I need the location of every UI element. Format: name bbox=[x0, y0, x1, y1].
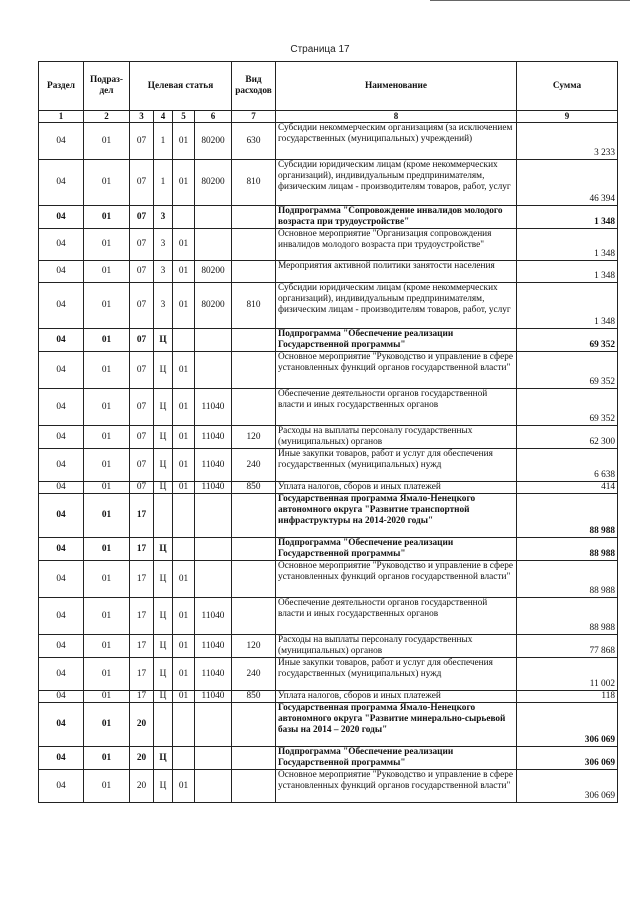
header-sum: Сумма bbox=[517, 62, 618, 111]
cell-vid: 120 bbox=[232, 635, 276, 658]
scan-edge-line bbox=[430, 0, 630, 4]
cell-target-program: 17 bbox=[130, 658, 154, 691]
table-row bbox=[39, 329, 618, 352]
cell-vid bbox=[232, 494, 276, 538]
cell-target-subprogram: Ц bbox=[154, 747, 173, 770]
cell-target-program: 07 bbox=[130, 160, 154, 206]
cell-target-subprogram bbox=[154, 494, 173, 538]
cell-razdel: 04 bbox=[39, 389, 84, 426]
cell-target-code: 11040 bbox=[195, 658, 232, 691]
cell-name: Подпрограмма "Обеспечение реализации Государственной программы" bbox=[276, 747, 517, 770]
cell-target-subprogram: Ц bbox=[154, 352, 173, 389]
cell-name: Расходы на выплаты персоналу государственных (муниципальных) органов bbox=[276, 635, 517, 658]
cell-target-code: 80200 bbox=[195, 160, 232, 206]
cell-vid bbox=[232, 703, 276, 747]
cell-name: Подпрограмма "Сопровождение инвалидов молодого возраста при трудоустройстве" bbox=[276, 206, 517, 229]
cell-vid bbox=[232, 206, 276, 229]
cell-target-code: 11040 bbox=[195, 426, 232, 449]
col-number: 7 bbox=[232, 111, 276, 123]
cell-vid: 810 bbox=[232, 283, 276, 329]
cell-target-program: 17 bbox=[130, 538, 154, 561]
cell-razdel: 04 bbox=[39, 283, 84, 329]
cell-target-event bbox=[173, 747, 195, 770]
cell-name: Государственная программа Ямало-Ненецкого автономного округа "Развитие транспортной инфраструктуры на 2014-2020 годы" bbox=[276, 494, 517, 538]
cell-target-subprogram: Ц bbox=[154, 770, 173, 803]
table-row bbox=[39, 635, 618, 658]
cell-razdel: 04 bbox=[39, 160, 84, 206]
cell-razdel: 04 bbox=[39, 426, 84, 449]
cell-target-subprogram: 1 bbox=[154, 123, 173, 160]
cell-target-code bbox=[195, 561, 232, 598]
table-row bbox=[39, 482, 618, 494]
table-row bbox=[39, 561, 618, 598]
cell-podrazdel: 01 bbox=[84, 160, 130, 206]
cell-target-event: 01 bbox=[173, 770, 195, 803]
cell-target-program: 20 bbox=[130, 747, 154, 770]
table-row bbox=[39, 206, 618, 229]
cell-target-event: 01 bbox=[173, 389, 195, 426]
cell-vid bbox=[232, 538, 276, 561]
cell-target-code bbox=[195, 494, 232, 538]
cell-podrazdel: 01 bbox=[84, 123, 130, 160]
table-row bbox=[39, 123, 618, 160]
table-row bbox=[39, 449, 618, 482]
cell-podrazdel: 01 bbox=[84, 426, 130, 449]
cell-sum: 1 348 bbox=[517, 206, 618, 229]
cell-sum: 306 069 bbox=[517, 747, 618, 770]
cell-target-program: 07 bbox=[130, 206, 154, 229]
table-body bbox=[39, 123, 618, 803]
cell-target-code: 11040 bbox=[195, 635, 232, 658]
cell-vid: 120 bbox=[232, 426, 276, 449]
cell-name: Иные закупки товаров, работ и услуг для обеспечения государственных (муниципальных) нужд bbox=[276, 449, 517, 482]
cell-vid bbox=[232, 389, 276, 426]
cell-target-code bbox=[195, 703, 232, 747]
cell-razdel: 04 bbox=[39, 635, 84, 658]
cell-target-subprogram: Ц bbox=[154, 538, 173, 561]
cell-sum: 62 300 bbox=[517, 426, 618, 449]
cell-target-code: 11040 bbox=[195, 598, 232, 635]
cell-target-program: 07 bbox=[130, 389, 154, 426]
cell-name: Основное мероприятие "Организация сопровождения инвалидов молодого возраста при трудоустройстве" bbox=[276, 229, 517, 261]
cell-target-code bbox=[195, 206, 232, 229]
cell-target-program: 17 bbox=[130, 635, 154, 658]
cell-vid: 240 bbox=[232, 449, 276, 482]
cell-target-subprogram: 3 bbox=[154, 229, 173, 261]
header-razdel: Раздел bbox=[39, 62, 84, 111]
table-row bbox=[39, 538, 618, 561]
cell-target-code: 80200 bbox=[195, 123, 232, 160]
cell-razdel: 04 bbox=[39, 691, 84, 703]
cell-podrazdel: 01 bbox=[84, 658, 130, 691]
cell-sum: 1 348 bbox=[517, 229, 618, 261]
cell-target-event: 01 bbox=[173, 449, 195, 482]
cell-vid bbox=[232, 561, 276, 598]
cell-name: Расходы на выплаты персоналу государственных (муниципальных) органов bbox=[276, 426, 517, 449]
cell-name: Основное мероприятие "Руководство и управление в сфере установленных функций органов государственной власти" bbox=[276, 352, 517, 389]
cell-razdel: 04 bbox=[39, 206, 84, 229]
cell-target-event: 01 bbox=[173, 561, 195, 598]
cell-target-event: 01 bbox=[173, 261, 195, 283]
cell-razdel: 04 bbox=[39, 538, 84, 561]
table-row bbox=[39, 261, 618, 283]
table-row bbox=[39, 283, 618, 329]
cell-sum: 88 988 bbox=[517, 538, 618, 561]
cell-sum: 69 352 bbox=[517, 352, 618, 389]
cell-podrazdel: 01 bbox=[84, 206, 130, 229]
cell-target-code bbox=[195, 770, 232, 803]
cell-target-program: 07 bbox=[130, 123, 154, 160]
table-row bbox=[39, 426, 618, 449]
cell-vid bbox=[232, 747, 276, 770]
cell-target-code: 11040 bbox=[195, 482, 232, 494]
cell-target-event: 01 bbox=[173, 229, 195, 261]
cell-target-subprogram bbox=[154, 703, 173, 747]
cell-podrazdel: 01 bbox=[84, 635, 130, 658]
cell-name: Основное мероприятие "Руководство и управление в сфере установленных функций органов государственной власти" bbox=[276, 770, 517, 803]
table-row bbox=[39, 494, 618, 538]
cell-sum: 77 868 bbox=[517, 635, 618, 658]
cell-target-program: 07 bbox=[130, 261, 154, 283]
column-number-row bbox=[39, 111, 618, 123]
cell-name: Иные закупки товаров, работ и услуг для обеспечения государственных (муниципальных) нужд bbox=[276, 658, 517, 691]
cell-target-subprogram: Ц bbox=[154, 658, 173, 691]
cell-target-event: 01 bbox=[173, 426, 195, 449]
header-name: Наименование bbox=[276, 62, 517, 111]
cell-target-program: 07 bbox=[130, 449, 154, 482]
cell-sum: 306 069 bbox=[517, 703, 618, 747]
cell-name: Обеспечение деятельности органов государственной власти и иных государственных органов bbox=[276, 389, 517, 426]
cell-target-event: 01 bbox=[173, 658, 195, 691]
cell-sum: 414 bbox=[517, 482, 618, 494]
cell-name: Подпрограмма "Обеспечение реализации Государственной программы" bbox=[276, 538, 517, 561]
cell-vid bbox=[232, 229, 276, 261]
cell-target-program: 07 bbox=[130, 329, 154, 352]
cell-name: Мероприятия активной политики занятости населения bbox=[276, 261, 517, 283]
cell-target-event: 01 bbox=[173, 160, 195, 206]
cell-target-event bbox=[173, 494, 195, 538]
cell-vid bbox=[232, 261, 276, 283]
cell-target-event bbox=[173, 329, 195, 352]
cell-name: Обеспечение деятельности органов государственной власти и иных государственных органов bbox=[276, 598, 517, 635]
table-row bbox=[39, 352, 618, 389]
cell-target-program: 20 bbox=[130, 770, 154, 803]
cell-sum: 1 348 bbox=[517, 261, 618, 283]
cell-vid bbox=[232, 770, 276, 803]
cell-vid bbox=[232, 352, 276, 389]
cell-target-event bbox=[173, 538, 195, 561]
table-row bbox=[39, 703, 618, 747]
cell-podrazdel: 01 bbox=[84, 598, 130, 635]
cell-sum: 3 233 bbox=[517, 123, 618, 160]
cell-sum: 88 988 bbox=[517, 598, 618, 635]
header-target: Целевая статья bbox=[130, 62, 232, 111]
cell-name: Уплата налогов, сборов и иных платежей bbox=[276, 691, 517, 703]
cell-target-code bbox=[195, 538, 232, 561]
cell-razdel: 04 bbox=[39, 747, 84, 770]
cell-name: Подпрограмма "Обеспечение реализации Государственной программы" bbox=[276, 329, 517, 352]
cell-podrazdel: 01 bbox=[84, 352, 130, 389]
col-number: 8 bbox=[276, 111, 517, 123]
cell-target-event: 01 bbox=[173, 482, 195, 494]
table-row bbox=[39, 598, 618, 635]
table-row bbox=[39, 229, 618, 261]
cell-vid: 850 bbox=[232, 691, 276, 703]
cell-podrazdel: 01 bbox=[84, 449, 130, 482]
cell-sum: 6 638 bbox=[517, 449, 618, 482]
cell-target-subprogram: Ц bbox=[154, 482, 173, 494]
cell-target-code: 11040 bbox=[195, 389, 232, 426]
cell-target-code bbox=[195, 747, 232, 770]
cell-target-code: 80200 bbox=[195, 261, 232, 283]
cell-target-subprogram: 1 bbox=[154, 160, 173, 206]
cell-target-program: 07 bbox=[130, 283, 154, 329]
table-row bbox=[39, 389, 618, 426]
cell-target-program: 07 bbox=[130, 426, 154, 449]
cell-razdel: 04 bbox=[39, 770, 84, 803]
table-row bbox=[39, 691, 618, 703]
cell-target-program: 07 bbox=[130, 229, 154, 261]
cell-razdel: 04 bbox=[39, 703, 84, 747]
cell-razdel: 04 bbox=[39, 352, 84, 389]
header-podrazdel: Подраз-дел bbox=[84, 62, 130, 111]
cell-razdel: 04 bbox=[39, 329, 84, 352]
cell-podrazdel: 01 bbox=[84, 494, 130, 538]
cell-target-program: 07 bbox=[130, 352, 154, 389]
cell-target-program: 17 bbox=[130, 598, 154, 635]
cell-target-event: 01 bbox=[173, 283, 195, 329]
cell-podrazdel: 01 bbox=[84, 482, 130, 494]
cell-vid: 850 bbox=[232, 482, 276, 494]
cell-target-code: 11040 bbox=[195, 449, 232, 482]
col-number: 2 bbox=[84, 111, 130, 123]
cell-target-program: 20 bbox=[130, 703, 154, 747]
cell-target-event: 01 bbox=[173, 352, 195, 389]
cell-name: Государственная программа Ямало-Ненецкого автономного округа "Развитие минерально-сырьевой базы на 2014 – 2020 годы" bbox=[276, 703, 517, 747]
cell-target-subprogram: 3 bbox=[154, 283, 173, 329]
cell-podrazdel: 01 bbox=[84, 561, 130, 598]
page-number-label: Страница 17 bbox=[290, 44, 350, 55]
cell-target-subprogram: Ц bbox=[154, 329, 173, 352]
cell-razdel: 04 bbox=[39, 561, 84, 598]
cell-vid bbox=[232, 598, 276, 635]
cell-podrazdel: 01 bbox=[84, 389, 130, 426]
cell-razdel: 04 bbox=[39, 494, 84, 538]
cell-target-program: 17 bbox=[130, 561, 154, 598]
cell-sum: 46 394 bbox=[517, 160, 618, 206]
cell-sum: 88 988 bbox=[517, 561, 618, 598]
cell-razdel: 04 bbox=[39, 449, 84, 482]
cell-target-subprogram: Ц bbox=[154, 691, 173, 703]
cell-podrazdel: 01 bbox=[84, 770, 130, 803]
cell-podrazdel: 01 bbox=[84, 703, 130, 747]
cell-target-event: 01 bbox=[173, 123, 195, 160]
cell-target-event: 01 bbox=[173, 598, 195, 635]
cell-sum: 306 069 bbox=[517, 770, 618, 803]
cell-podrazdel: 01 bbox=[84, 261, 130, 283]
header-row bbox=[39, 62, 618, 111]
cell-target-subprogram: 3 bbox=[154, 206, 173, 229]
budget-table bbox=[38, 61, 618, 803]
cell-sum: 118 bbox=[517, 691, 618, 703]
cell-razdel: 04 bbox=[39, 658, 84, 691]
table-row bbox=[39, 770, 618, 803]
cell-target-code bbox=[195, 352, 232, 389]
cell-razdel: 04 bbox=[39, 598, 84, 635]
cell-target-code bbox=[195, 229, 232, 261]
cell-razdel: 04 bbox=[39, 229, 84, 261]
cell-sum: 11 002 bbox=[517, 658, 618, 691]
cell-vid bbox=[232, 329, 276, 352]
cell-target-event: 01 bbox=[173, 691, 195, 703]
cell-target-subprogram: Ц bbox=[154, 635, 173, 658]
header-vid: Вид расходов bbox=[232, 62, 276, 111]
cell-vid: 240 bbox=[232, 658, 276, 691]
col-number: 6 bbox=[195, 111, 232, 123]
cell-sum: 1 348 bbox=[517, 283, 618, 329]
cell-vid: 810 bbox=[232, 160, 276, 206]
cell-razdel: 04 bbox=[39, 482, 84, 494]
cell-target-code: 80200 bbox=[195, 283, 232, 329]
cell-name: Субсидии юридическим лицам (кроме некоммерческих организаций), индивидуальным предпринимателям, физическим лицам - производителям товаров, работ, услуг bbox=[276, 160, 517, 206]
cell-target-code bbox=[195, 329, 232, 352]
cell-target-subprogram: Ц bbox=[154, 598, 173, 635]
cell-target-program: 17 bbox=[130, 691, 154, 703]
cell-vid: 630 bbox=[232, 123, 276, 160]
cell-target-subprogram: Ц bbox=[154, 389, 173, 426]
cell-name: Уплата налогов, сборов и иных платежей bbox=[276, 482, 517, 494]
cell-podrazdel: 01 bbox=[84, 329, 130, 352]
cell-target-event bbox=[173, 703, 195, 747]
cell-name: Субсидии некоммерческим организациям (за исключением государственных (муниципальных) учреждений) bbox=[276, 123, 517, 160]
col-number: 9 bbox=[517, 111, 618, 123]
cell-name: Субсидии юридическим лицам (кроме некоммерческих организаций), индивидуальным предпринимателям, физическим лицам - производителям товаров, работ, услуг bbox=[276, 283, 517, 329]
cell-podrazdel: 01 bbox=[84, 691, 130, 703]
table-row bbox=[39, 658, 618, 691]
cell-razdel: 04 bbox=[39, 261, 84, 283]
cell-target-event: 01 bbox=[173, 635, 195, 658]
table-row bbox=[39, 160, 618, 206]
cell-target-subprogram: Ц bbox=[154, 561, 173, 598]
col-number: 1 bbox=[39, 111, 84, 123]
col-number: 3 bbox=[130, 111, 154, 123]
cell-name: Основное мероприятие "Руководство и управление в сфере установленных функций органов государственной власти" bbox=[276, 561, 517, 598]
col-number: 5 bbox=[173, 111, 195, 123]
cell-podrazdel: 01 bbox=[84, 538, 130, 561]
table-row bbox=[39, 747, 618, 770]
cell-target-program: 07 bbox=[130, 482, 154, 494]
cell-target-subprogram: Ц bbox=[154, 426, 173, 449]
col-number: 4 bbox=[154, 111, 173, 123]
cell-razdel: 04 bbox=[39, 123, 84, 160]
cell-podrazdel: 01 bbox=[84, 283, 130, 329]
cell-sum: 69 352 bbox=[517, 389, 618, 426]
cell-target-program: 17 bbox=[130, 494, 154, 538]
cell-sum: 69 352 bbox=[517, 329, 618, 352]
cell-target-subprogram: 3 bbox=[154, 261, 173, 283]
cell-podrazdel: 01 bbox=[84, 747, 130, 770]
cell-target-code: 11040 bbox=[195, 691, 232, 703]
cell-target-subprogram: Ц bbox=[154, 449, 173, 482]
cell-sum: 88 988 bbox=[517, 494, 618, 538]
cell-podrazdel: 01 bbox=[84, 229, 130, 261]
cell-target-event bbox=[173, 206, 195, 229]
